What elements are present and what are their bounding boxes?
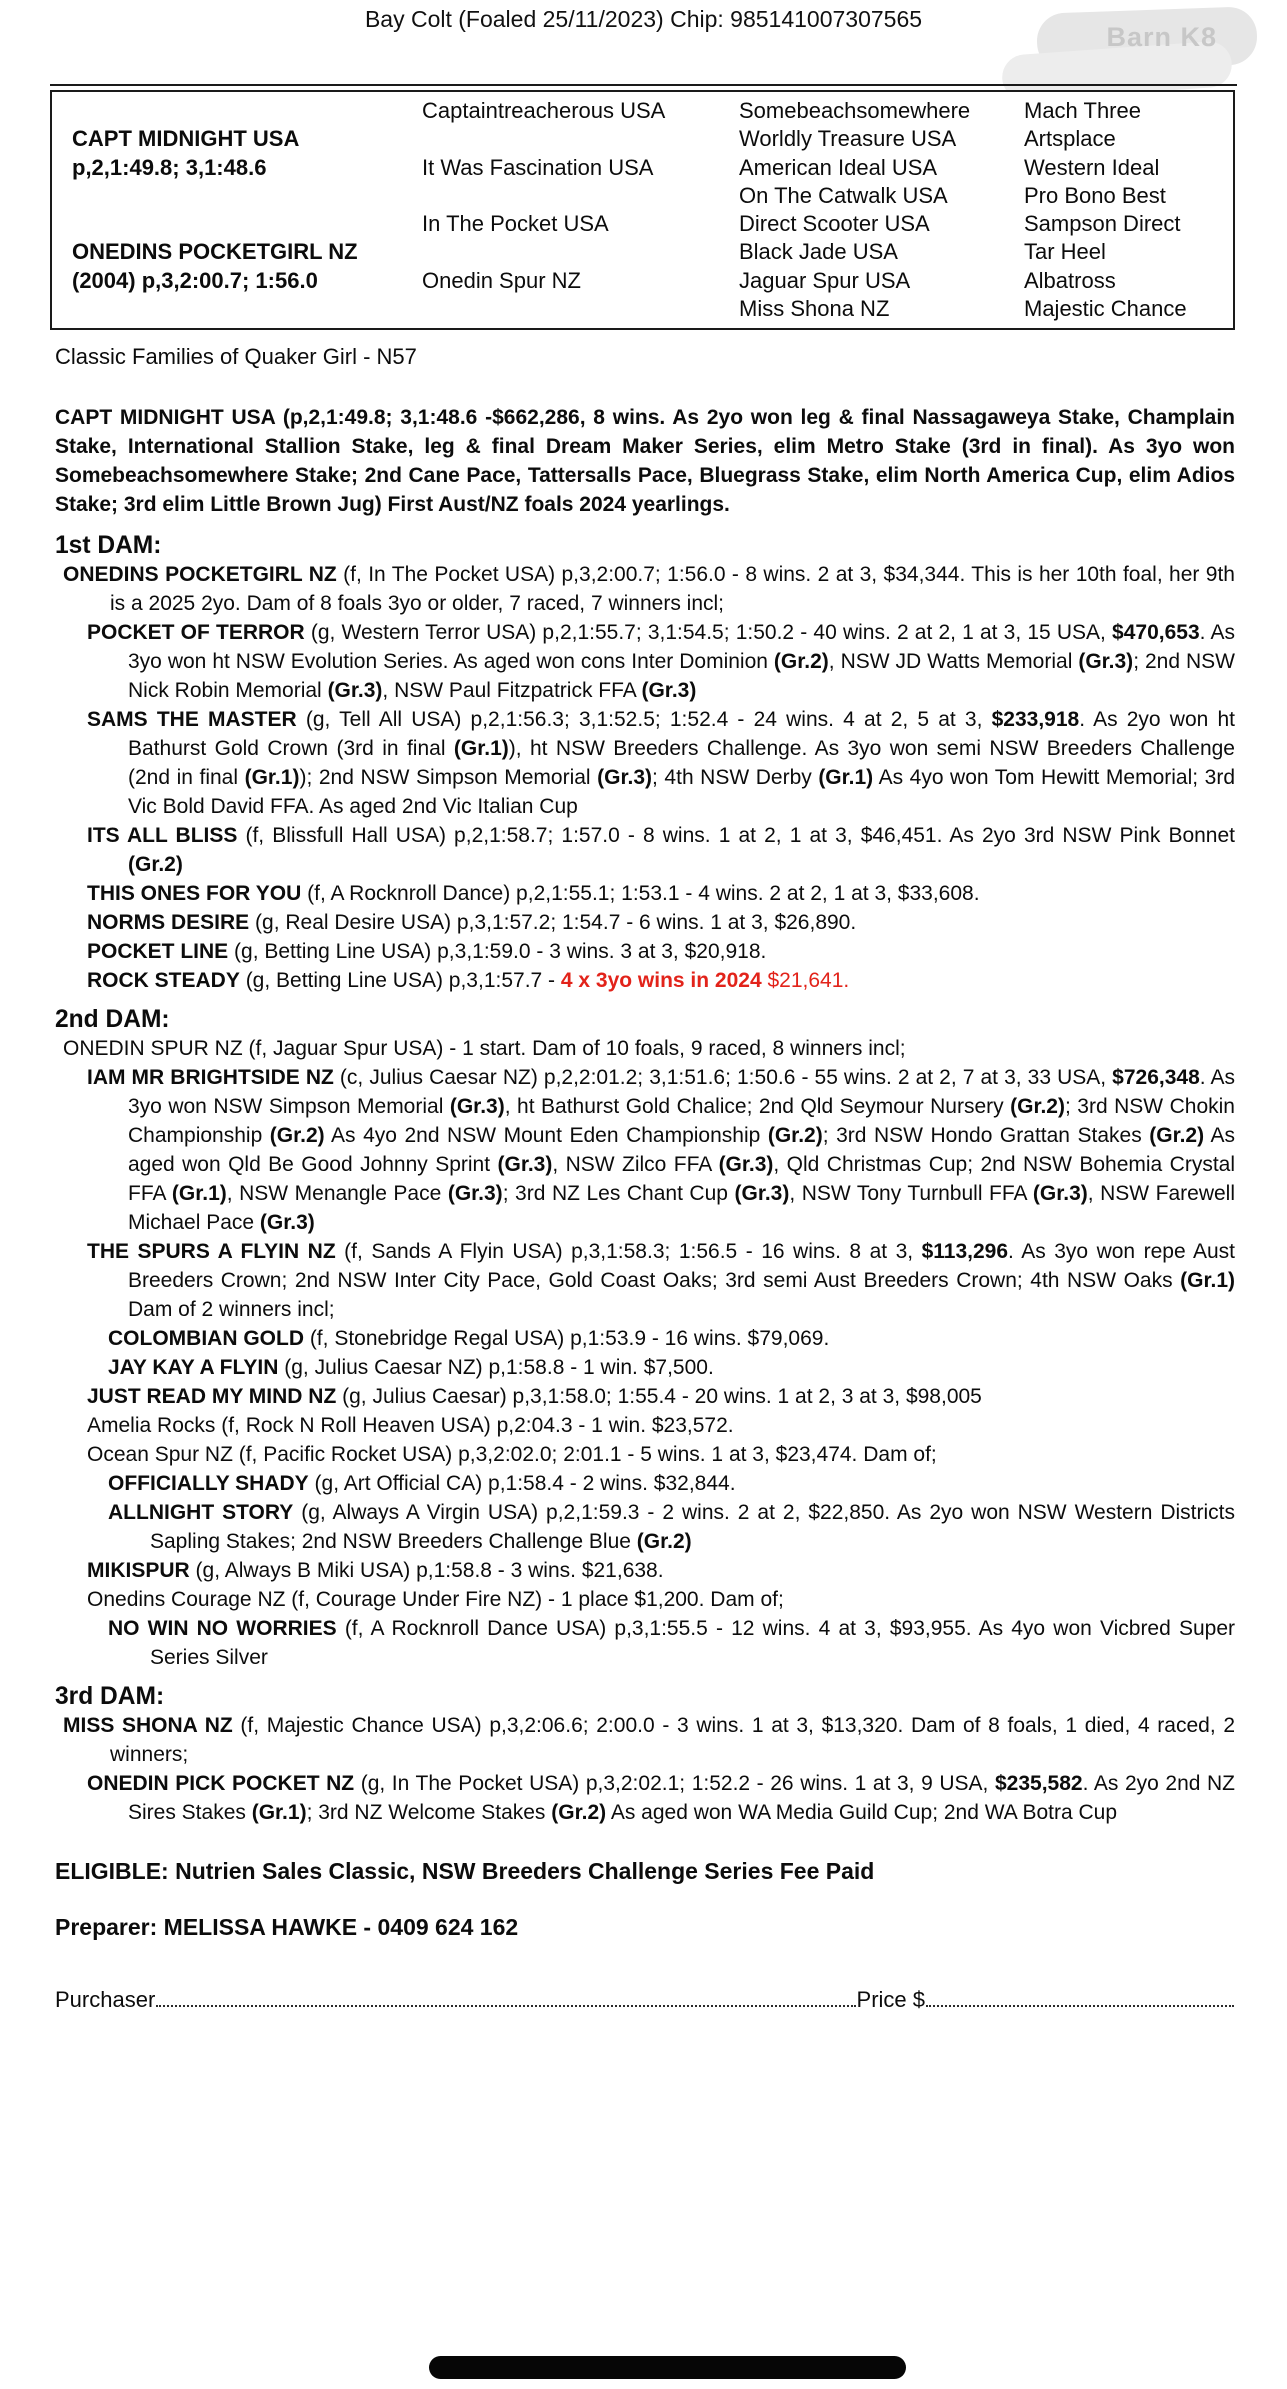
pedigree-entry: [55, 1556, 1235, 1585]
text-segment: Ocean Spur NZ (f, Pacific Rocket USA) p,3,2:02.0; 2:01.1 - 5 wins. 1 at 3, $23,474. Dam of;: [87, 1443, 937, 1466]
text-segment: Onedins Courage NZ (f, Courage Under Fire NZ) - 1 place $1,200. Dam of;: [87, 1588, 784, 1611]
text-segment: (Gr.2): [1010, 1095, 1065, 1118]
pedigree-entry: [55, 1411, 1235, 1440]
pedigree-entry: [55, 821, 1235, 879]
eligibility-line: ELIGIBLE: Nutrien Sales Classic, NSW Breeders Challenge Series Fee Paid: [55, 1858, 875, 1884]
preparer-line: Preparer: MELISSA HAWKE - 0409 624 162: [55, 1914, 519, 1940]
text-segment: COLOMBIAN GOLD: [108, 1327, 304, 1350]
gen2-ancestor: Onedin Spur NZ: [422, 267, 581, 293]
text-segment: CAPT MIDNIGHT USA (p,2,1:49.8; 3,1:48.6 -$662,286, 8 wins. As 2yo won leg & final Nassagaweya Stake, Champlain Stake, International Stallion Stake, leg & final Dream Maker Series, elim Metro Stake (3rd in final). As 3yo won Somebeachsomewhere Stake; 2nd Cane Pace, Tattersalls Pace, Bluegrass Stake, elim North America Cup, elim Adios Stake; 3rd elim Little Brown Jug) First Aust/NZ foals 2024 yearlings.: [55, 406, 1235, 516]
pedigree-entry: [55, 560, 1235, 618]
text-segment: JAY KAY A FLYIN: [108, 1356, 279, 1379]
pedigree-entry: [55, 1614, 1235, 1672]
text-segment: (g, Always A Virgin USA) p,2,1:59.3 - 2 wins. 2 at 2, $22,850. As 2yo won NSW Western Districts Sapling Stakes; 2nd NSW Breeders Challenge Blue: [150, 1501, 1236, 1553]
gen2-ancestor: It Was Fascination USA: [422, 154, 654, 180]
text-segment: (g, Art Official CA) p,1:58.4 - 2 wins. $32,844.: [308, 1472, 736, 1495]
pedigree-entry: [55, 705, 1235, 821]
family-line: Classic Families of Quaker Girl - N57: [55, 344, 417, 369]
text-segment: (Gr.2): [767, 1124, 823, 1147]
text-segment: , NSW JD Watts Memorial: [828, 650, 1079, 673]
text-segment: ROCK STEADY: [87, 969, 240, 992]
pedigree-table: [50, 90, 1235, 330]
text-segment: (Gr.3): [1078, 650, 1134, 673]
text-segment: $21,641.: [767, 969, 850, 992]
second-dam-entries: [55, 1034, 1235, 1672]
text-segment: Dam of 2 winners incl;: [128, 1298, 335, 1321]
purchaser-label: Purchaser: [55, 1987, 156, 2013]
text-segment: (g, Betting Line USA) p,3,1:59.0 - 3 wins. 3 at 3, $20,918.: [228, 940, 767, 963]
pedigree-entry: [55, 1324, 1235, 1353]
text-segment: (g, Julius Caesar NZ) p,1:58.8 - 1 win. $7,500.: [278, 1356, 714, 1379]
text-segment: As 4yo won Tom Hewitt Memorial; 3rd Vic Bold David FFA. As aged 2nd Vic Italian Cup: [128, 766, 1235, 818]
pedigree-entry: [55, 618, 1235, 705]
text-segment: (Gr.2): [1149, 1124, 1205, 1147]
text-segment: NORMS DESIRE: [87, 911, 250, 934]
text-segment: (f, In The Pocket USA) p,3,2:00.7; 1:56.0 - 8 wins. 2 at 3, $34,344. This is her 10th foal, her 9th is a 2025 2yo. Dam of 8 foals 3yo or older, 7 raced, 7 winners incl;: [110, 563, 1235, 615]
pedigree-entry: [55, 1585, 1235, 1614]
text-segment: ONEDIN SPUR NZ (f, Jaguar Spur USA) - 1 start. Dam of 10 foals, 9 raced, 8 winners incl;: [63, 1037, 906, 1060]
text-segment: , Qld Christmas Cup; 2nd NSW Bohemia Crystal FFA: [128, 1153, 1235, 1205]
gen4-ancestor: Albatross: [1024, 267, 1116, 293]
text-segment: (Gr.1): [818, 766, 874, 789]
pedigree-table-top-rule: [50, 84, 1237, 86]
text-segment: As 4yo 2nd NSW Mount Eden Championship: [324, 1124, 768, 1147]
text-segment: ; 4th NSW Derby: [652, 766, 819, 789]
text-segment: ; 2nd NSW Nick Robin Memorial: [128, 650, 1235, 702]
gen3-ancestor: Somebeachsomewhere: [739, 98, 971, 124]
pedigree-entry: [55, 908, 1235, 937]
gen2-ancestor: Captaintreacherous USA: [422, 98, 666, 124]
text-segment: $470,653: [1112, 621, 1200, 644]
text-segment: SAMS THE MASTER: [87, 708, 297, 731]
gen3-ancestor: Miss Shona NZ: [739, 295, 890, 321]
text-segment: , NSW Farewell Michael Pace: [128, 1182, 1236, 1234]
text-segment: (c, Julius Caesar NZ) p,2,2:01.2; 3,1:51.6; 1:50.6 - 55 wins. 2 at 2, 7 at 3, 33 USA,: [333, 1066, 1113, 1089]
text-segment: (Gr.2): [773, 650, 829, 673]
pedigree-entry: [55, 1034, 1235, 1063]
purchaser-price-row: [55, 1982, 1235, 2014]
text-segment: (g, Julius Caesar) p,3,1:58.0; 1:55.4 - 20 wins. 1 at 2, 3 at 3, $98,005: [336, 1385, 982, 1408]
text-segment: (f, Blissfull Hall USA) p,2,1:58.7; 1:57.0 - 8 wins. 1 at 2, 1 at 3, $46,451. As 2yo 3rd NSW Pink Bonnet: [237, 824, 1235, 847]
text-segment: (Gr.1): [251, 1801, 307, 1824]
text-segment: As aged won Qld Be Good Johnny Sprint: [128, 1124, 1235, 1176]
text-segment: , NSW Tony Turnbull FFA: [789, 1182, 1033, 1205]
text-segment: (Gr.3): [447, 1182, 503, 1205]
text-segment: (f, A Rocknroll Dance USA) p,3,1:55.5 - 12 wins. 4 at 3, $93,955. As 4yo won Vicbred Super Series Silver: [150, 1617, 1235, 1669]
gen4-ancestor: Tar Heel: [1024, 239, 1106, 265]
pedigree-entry: [55, 937, 1235, 966]
text-segment: (Gr.3): [597, 766, 653, 789]
gen3-ancestor: Black Jade USA: [739, 239, 898, 265]
pedigree-entry: [55, 1469, 1235, 1498]
text-segment: (Gr.3): [1032, 1182, 1088, 1205]
text-segment: (Gr.1): [244, 766, 300, 789]
text-segment: (g, Tell All USA) p,2,1:56.3; 3,1:52.5; 1:52.4 - 24 wins. 4 at 2, 5 at 3,: [296, 708, 992, 731]
text-segment: (Gr.1): [453, 737, 509, 760]
text-segment: MISS SHONA NZ: [63, 1714, 233, 1737]
section-heading-2nd-dam: 2nd DAM:: [55, 1006, 170, 1033]
text-segment: ), ht NSW Breeders Challenge. As 3yo won semi NSW Breeders Challenge (2nd in final: [128, 737, 1235, 789]
text-segment: (f, Stonebridge Regal USA) p,1:53.9 - 16 wins. $79,069.: [303, 1327, 830, 1350]
gen3-ancestor: Direct Scooter USA: [739, 211, 930, 237]
section-heading-3rd-dam: 3rd DAM:: [55, 1683, 165, 1710]
pedigree-entry: [55, 879, 1235, 908]
text-segment: $235,582: [994, 1772, 1083, 1795]
text-segment: (f, Sands A Flyin USA) p,3,1:58.3; 1:56.5 - 16 wins. 8 at 3,: [335, 1240, 922, 1263]
pedigree-entry: [55, 966, 1235, 995]
text-segment: (Gr.3): [734, 1182, 790, 1205]
text-segment: (g, Western Terror USA) p,2,1:55.7; 3,1:54.5; 1:50.2 - 40 wins. 2 at 2, 1 at 3, 15 USA,: [304, 621, 1113, 644]
text-segment: $233,918: [991, 708, 1080, 731]
text-segment: . As 3yo won repe Aust Breeders Crown; 2nd NSW Inter City Pace, Gold Coast Oaks; 3rd semi Aust Breeders Crown; 4th NSW Oaks: [128, 1240, 1235, 1292]
text-segment: (f, Majestic Chance USA) p,3,2:06.6; 2:00.0 - 3 wins. 1 at 3, $13,320. Dam of 8 foals, 1 died, 4 raced, 2 winners;: [110, 1714, 1236, 1766]
price-dotted-line: [926, 1982, 1234, 2007]
sire-summary-paragraph: [55, 403, 1235, 519]
text-segment: (Gr.2): [128, 853, 183, 876]
text-segment: THIS ONES FOR YOU: [87, 882, 302, 905]
pedigree-entry: [55, 1440, 1235, 1469]
text-segment: (Gr.3): [718, 1153, 774, 1176]
text-segment: ; 3rd NSW Hondo Grattan Stakes: [822, 1124, 1150, 1147]
text-segment: , NSW Menangle Pace: [226, 1182, 448, 1205]
text-segment: (g, In The Pocket USA) p,3,2:02.1; 1:52.2 - 26 wins. 1 at 3, 9 USA,: [354, 1772, 995, 1795]
pedigree-entry: [55, 1711, 1235, 1769]
gen3-ancestor: Jaguar Spur USA: [739, 267, 911, 293]
text-segment: (Gr.3): [327, 679, 383, 702]
pedigree-entry: [55, 1063, 1235, 1237]
redaction-bar: [429, 2356, 906, 2379]
text-segment: (Gr.2): [551, 1801, 607, 1824]
text-segment: (g, Always B Miki USA) p,1:58.8 - 3 wins. $21,638.: [189, 1559, 664, 1582]
gen4-ancestor: Mach Three: [1024, 98, 1141, 124]
text-segment: (Gr.1): [1180, 1269, 1235, 1292]
text-segment: (f, A Rocknroll Dance) p,2,1:55.1; 1:53.1 - 4 wins. 2 at 2, 1 at 3, $33,608.: [301, 882, 980, 905]
text-segment: (Gr.2): [636, 1530, 692, 1553]
gen4-ancestor: Majestic Chance: [1024, 295, 1187, 321]
gen4-ancestor: Western Ideal: [1024, 154, 1160, 180]
text-segment: ); 2nd NSW Simpson Memorial: [299, 766, 598, 789]
third-dam-entries: [55, 1711, 1235, 1827]
gen4-ancestor: Sampson Direct: [1024, 211, 1181, 237]
text-segment: As aged won WA Media Guild Cup; 2nd WA Botra Cup: [606, 1801, 1118, 1824]
gen2-ancestor: In The Pocket USA: [422, 211, 609, 237]
gen4-ancestor: Artsplace: [1024, 126, 1116, 152]
text-segment: (g, Real Desire USA) p,3,1:57.2; 1:54.7 - 6 wins. 1 at 3, $26,890.: [249, 911, 857, 934]
text-segment: (Gr.3): [497, 1153, 553, 1176]
text-segment: . As 2yo won ht Bathurst Gold Crown (3rd in final: [128, 708, 1235, 760]
text-segment: (Gr.1): [171, 1182, 227, 1205]
barn-tag: Barn K8: [1106, 22, 1217, 52]
sire-name: CAPT MIDNIGHT USA: [72, 126, 300, 152]
text-segment: ITS ALL BLISS: [87, 824, 238, 847]
gen3-ancestor: On The Catwalk USA: [739, 182, 948, 208]
gen3-ancestor: Worldly Treasure USA: [739, 126, 957, 152]
text-segment: (Gr.3): [449, 1095, 505, 1118]
text-segment: POCKET OF TERROR: [87, 621, 305, 644]
pedigree-entry: [55, 1353, 1235, 1382]
catalog-body: [55, 342, 1235, 2014]
text-segment: (Gr.2): [269, 1124, 325, 1147]
pedigree-entry: [55, 1237, 1235, 1324]
text-segment: POCKET LINE: [87, 940, 229, 963]
text-segment: NO WIN NO WORRIES: [108, 1617, 337, 1640]
text-segment: , ht Bathurst Gold Chalice; 2nd Qld Seymour Nursery: [504, 1095, 1011, 1118]
gen4-ancestor: Pro Bono Best: [1024, 182, 1166, 208]
sire-record: p,2,1:49.8; 3,1:48.6: [72, 154, 267, 180]
text-segment: . As 3yo won NSW Simpson Memorial: [128, 1066, 1235, 1118]
text-segment: 4 x 3yo wins in 2024: [560, 969, 762, 992]
text-segment: JUST READ MY MIND NZ: [87, 1385, 337, 1408]
text-segment: OFFICIALLY SHADY: [108, 1472, 309, 1495]
text-segment: ; 3rd NZ Welcome Stakes: [306, 1801, 552, 1824]
text-segment: (Gr.3): [641, 679, 697, 702]
text-segment: ; 3rd NSW Chokin Championship: [128, 1095, 1235, 1147]
text-segment: MIKISPUR: [87, 1559, 190, 1582]
text-segment: IAM MR BRIGHTSIDE NZ: [87, 1066, 334, 1089]
text-segment: (g, Betting Line USA) p,3,1:57.7 -: [239, 969, 561, 992]
gen3-ancestor: American Ideal USA: [739, 154, 938, 180]
text-segment: ONEDIN PICK POCKET NZ: [87, 1772, 355, 1795]
text-segment: ; 3rd NZ Les Chant Cup: [502, 1182, 735, 1205]
dam-name: ONEDINS POCKETGIRL NZ: [72, 239, 358, 265]
text-segment: $113,296: [921, 1240, 1009, 1263]
text-segment: Amelia Rocks (f, Rock N Roll Heaven USA) p,2:04.3 - 1 win. $23,572.: [87, 1414, 734, 1437]
text-segment: . As 2yo 2nd NZ Sires Stakes: [128, 1772, 1236, 1824]
price-label: Price $: [856, 1987, 925, 2013]
text-segment: ALLNIGHT STORY: [108, 1501, 294, 1524]
text-segment: , NSW Paul Fitzpatrick FFA: [382, 679, 642, 702]
text-segment: ONEDINS POCKETGIRL NZ: [63, 563, 337, 586]
text-segment: $726,348: [1112, 1066, 1200, 1089]
text-segment: THE SPURS A FLYIN NZ: [87, 1240, 336, 1263]
text-segment: . As 3yo won ht NSW Evolution Series. As aged won cons Inter Dominion: [128, 621, 1235, 673]
pedigree-entry: [55, 1769, 1235, 1827]
first-dam-entries: [55, 560, 1235, 995]
page-title: Bay Colt (Foaled 25/11/2023) Chip: 985141007307565: [364, 6, 923, 32]
pedigree-entry: [55, 1382, 1235, 1411]
pedigree-entry: [55, 1498, 1235, 1556]
purchaser-dotted-line: [156, 1982, 855, 2007]
section-heading-1st-dam: 1st DAM:: [55, 532, 162, 559]
text-segment: , NSW Zilco FFA: [552, 1153, 719, 1176]
dam-record: (2004) p,3,2:00.7; 1:56.0: [72, 267, 318, 293]
text-segment: (Gr.3): [259, 1211, 315, 1234]
